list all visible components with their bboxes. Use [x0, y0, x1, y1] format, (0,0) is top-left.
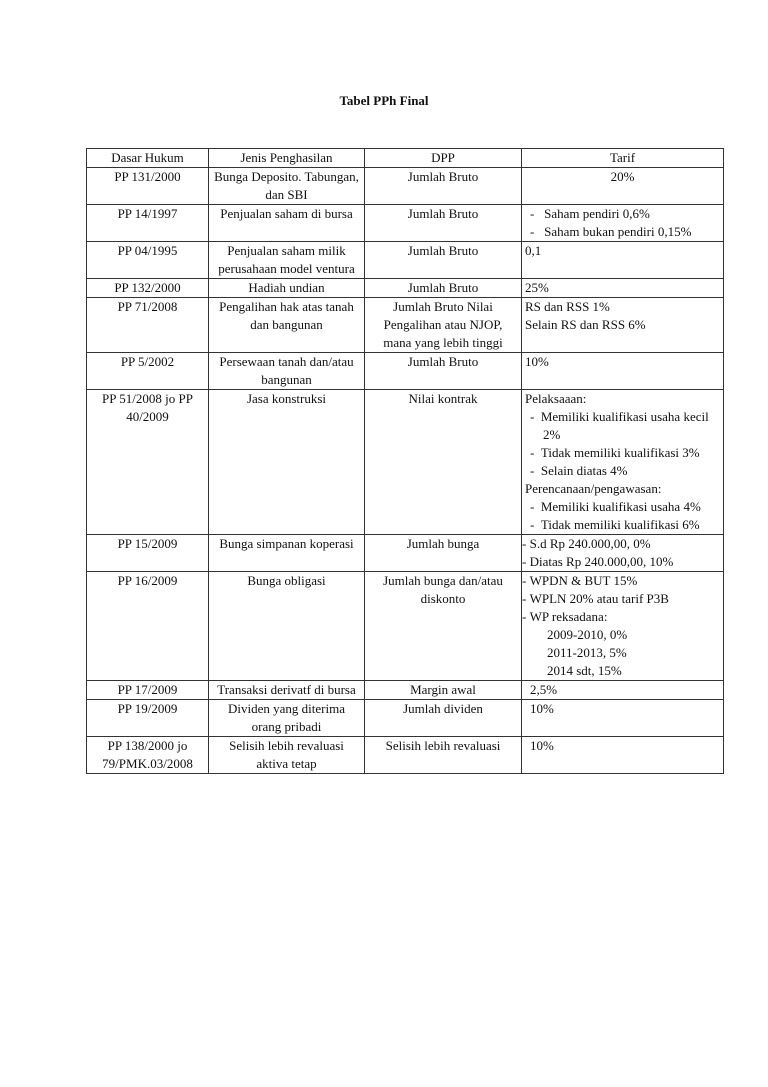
cell-dpp: Jumlah Bruto: [365, 168, 522, 205]
tarif-item: - Saham pendiri 0,6%: [530, 206, 650, 221]
cell-jenis: Bunga obligasi: [209, 572, 365, 681]
cell-jenis: Pengalihan hak atas tanah dan bangunan: [209, 298, 365, 353]
cell-dasar-hukum: PP 71/2008: [87, 298, 209, 353]
tarif-item: - Tidak memiliki kualifikasi 3%: [530, 445, 700, 460]
table-row: [87, 168, 724, 205]
table-row: [87, 298, 724, 353]
tarif-item: - Saham bukan pendiri 0,15%: [530, 224, 692, 239]
cell-dpp: Jumlah Bruto: [365, 353, 522, 390]
cell-dpp: Jumlah bunga: [365, 535, 522, 572]
cell-tarif: [522, 205, 724, 242]
tarif-line: RS dan RSS 1%: [525, 299, 610, 314]
cell-dasar-hukum: PP 16/2009: [87, 572, 209, 681]
cell-dpp: Jumlah bunga dan/atau diskonto: [365, 572, 522, 681]
table-row: [87, 279, 724, 298]
header-jenis-penghasilan: Jenis Penghasilan: [209, 149, 365, 168]
header-dpp: DPP: [365, 149, 522, 168]
table-row: [87, 390, 724, 535]
table-row: [87, 205, 724, 242]
cell-dpp: Jumlah Bruto: [365, 205, 522, 242]
cell-jenis: Penjualan saham di bursa: [209, 205, 365, 242]
table-row: [87, 681, 724, 700]
tarif-item: - WP reksadana:: [522, 609, 608, 624]
table-row: [87, 242, 724, 279]
cell-dasar-hukum: PP 5/2002: [87, 353, 209, 390]
cell-tarif: [522, 298, 724, 353]
cell-tarif: 0,1: [522, 242, 724, 279]
cell-dasar-hukum: PP 51/2008 jo PP 40/2009: [87, 390, 209, 535]
table-header-row: [87, 149, 724, 168]
table-row: [87, 572, 724, 681]
cell-dasar-hukum: PP 19/2009: [87, 700, 209, 737]
pph-final-table: [86, 148, 724, 774]
cell-jenis: Selisih lebih revaluasi aktiva tetap: [209, 737, 365, 774]
cell-jenis: Jasa konstruksi: [209, 390, 365, 535]
cell-tarif: 10%: [522, 353, 724, 390]
tarif-line: Selain RS dan RSS 6%: [525, 317, 646, 332]
table-row: [87, 353, 724, 390]
cell-dpp: Jumlah Bruto: [365, 279, 522, 298]
table-row: [87, 737, 724, 774]
cell-tarif: 2,5%: [522, 681, 724, 700]
cell-jenis: Bunga simpanan koperasi: [209, 535, 365, 572]
cell-jenis: Dividen yang diterima orang pribadi: [209, 700, 365, 737]
tarif-subitem: 2014 sdt, 15%: [547, 663, 622, 678]
cell-tarif: 25%: [522, 279, 724, 298]
cell-dasar-hukum: PP 138/2000 jo 79/PMK.03/2008: [87, 737, 209, 774]
tarif-item: - Selain diatas 4%: [530, 463, 628, 478]
cell-jenis: Hadiah undian: [209, 279, 365, 298]
cell-tarif: 10%: [522, 700, 724, 737]
cell-dasar-hukum: PP 15/2009: [87, 535, 209, 572]
cell-jenis: Transaksi derivatf di bursa: [209, 681, 365, 700]
cell-tarif: [522, 390, 724, 535]
cell-dasar-hukum: PP 14/1997: [87, 205, 209, 242]
cell-jenis: Bunga Deposito. Tabungan, dan SBI: [209, 168, 365, 205]
page-title: Tabel PPh Final: [339, 93, 429, 108]
cell-dpp: Jumlah dividen: [365, 700, 522, 737]
tarif-item: - WPDN & BUT 15%: [522, 573, 638, 588]
cell-dpp: Jumlah Bruto: [365, 242, 522, 279]
table-row: [87, 700, 724, 737]
header-dasar-hukum: Dasar Hukum: [87, 149, 209, 168]
cell-dpp: Margin awal: [365, 681, 522, 700]
cell-dpp: Nilai kontrak: [365, 390, 522, 535]
tarif-group-heading: Pelaksaaan:: [525, 391, 587, 406]
tarif-item: - Diatas Rp 240.000,00, 10%: [522, 554, 674, 569]
cell-dasar-hukum: PP 04/1995: [87, 242, 209, 279]
tarif-item: - Memiliki kualifikasi usaha 4%: [530, 499, 701, 514]
cell-jenis: Penjualan saham milik perusahaan model ventura: [209, 242, 365, 279]
cell-dpp: Jumlah Bruto Nilai Pengalihan atau NJOP, mana yang lebih tinggi: [365, 298, 522, 353]
cell-dasar-hukum: PP 132/2000: [87, 279, 209, 298]
tarif-subitem: 2009-2010, 0%: [547, 627, 628, 642]
tarif-item: - S.d Rp 240.000,00, 0%: [522, 536, 651, 551]
cell-tarif: 20%: [522, 168, 724, 205]
tarif-item: - Tidak memiliki kualifikasi 6%: [530, 517, 700, 532]
cell-dpp: Selisih lebih revaluasi: [365, 737, 522, 774]
tarif-subitem: 2011-2013, 5%: [547, 645, 627, 660]
cell-tarif: 10%: [522, 737, 724, 774]
header-tarif: Tarif: [522, 149, 724, 168]
cell-tarif: [522, 535, 724, 572]
tarif-item: - WPLN 20% atau tarif P3B: [522, 591, 669, 606]
tarif-group-heading: Perencanaan/pengawasan:: [525, 481, 662, 496]
table-row: [87, 535, 724, 572]
cell-dasar-hukum: PP 131/2000: [87, 168, 209, 205]
cell-dasar-hukum: PP 17/2009: [87, 681, 209, 700]
cell-tarif: [522, 572, 724, 681]
tarif-item: - Memiliki kualifikasi usaha kecil 2%: [530, 409, 709, 442]
cell-jenis: Persewaan tanah dan/atau bangunan: [209, 353, 365, 390]
